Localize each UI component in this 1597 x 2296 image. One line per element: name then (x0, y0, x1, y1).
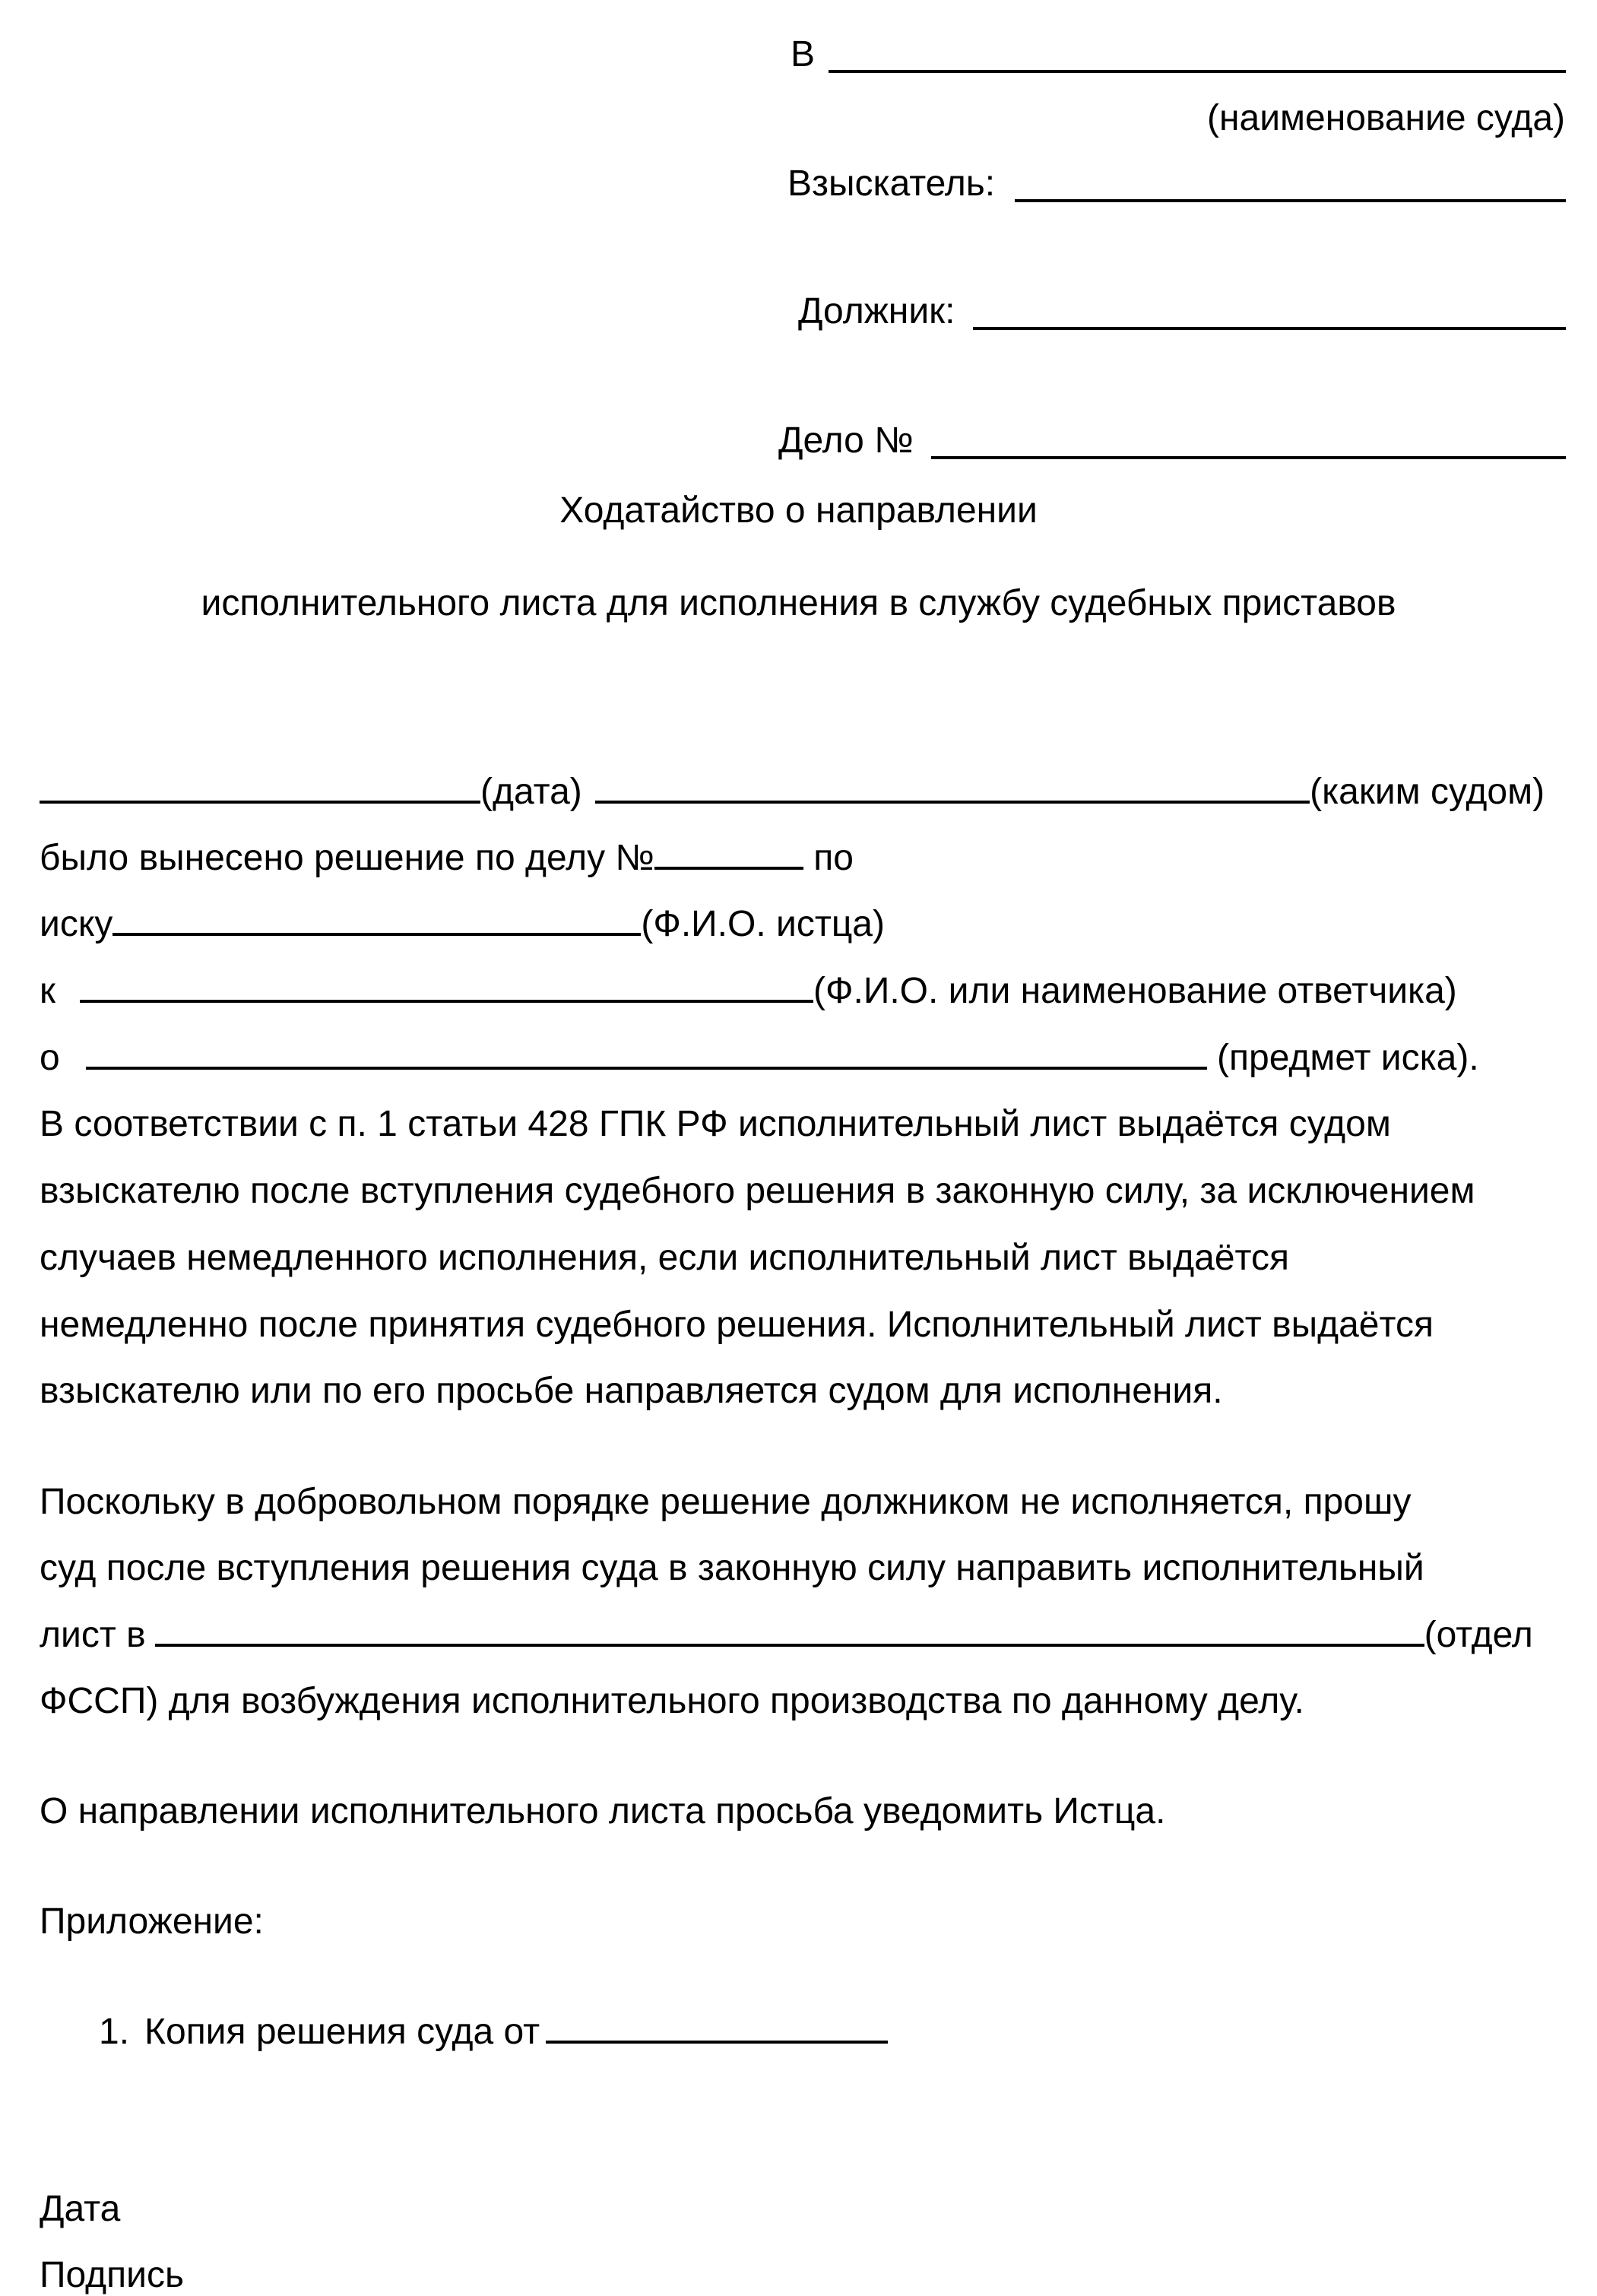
creditor-field[interactable] (1015, 199, 1566, 202)
paragraph-2-line-4: ФССП) для возбуждения исполнительного производства по данному делу. (40, 1681, 1304, 1721)
case-number-field[interactable] (931, 456, 1566, 459)
paragraph-2-line-3: лист в (отдел (40, 1615, 1533, 1655)
case-no-field[interactable] (654, 867, 803, 870)
decision-date-field[interactable] (546, 2041, 888, 2044)
paragraph-1-line-3: случаев немедленного исполнения, если исполнительный лист выдаётся (40, 1238, 1289, 1278)
date-label: Дата (40, 2189, 121, 2229)
document-title-line2: исполнительного листа для исполнения в службу судебных приставов (201, 583, 1396, 623)
body-line-date: (дата) (каким судом) (40, 774, 1545, 810)
debtor-field[interactable] (973, 327, 1566, 330)
body-line-decision: было вынесено решение по делу № по (40, 838, 854, 878)
case-number-label: Дело № (778, 420, 914, 461)
header-court-label: В (791, 34, 816, 75)
paragraph-1-line-1: В соответствии с п. 1 статьи 428 ГПК РФ исполнительный лист выдаётся судом (40, 1104, 1391, 1144)
appendix-item-1: 1. Копия решения суда от (99, 2014, 888, 2050)
paragraph-2-line-1: Поскольку в добровольном порядке решение должником не исполняется, прошу (40, 1482, 1412, 1522)
creditor-label: Взыскатель: (787, 163, 996, 204)
plaintiff-name-field[interactable] (112, 933, 641, 936)
paragraph-1-line-5: взыскателю или по его просьбе направляется судом для исполнения. (40, 1371, 1223, 1411)
body-line-defendant: к (Ф.И.О. или наименование ответчика) (40, 971, 1457, 1011)
date-field[interactable] (40, 801, 480, 804)
paragraph-1-line-2: взыскателю после вступления судебного решения в законную силу, за исключением (40, 1171, 1475, 1211)
defendant-name-field[interactable] (80, 1000, 813, 1003)
notification-text: О направлении исполнительного листа просьба уведомить Истца. (40, 1791, 1166, 1831)
appendix-heading: Приложение: (40, 1901, 264, 1942)
court-name-field[interactable] (829, 70, 1566, 73)
body-line-claim: иску (Ф.И.О. истца) (40, 904, 885, 944)
fssp-department-field[interactable] (155, 1644, 1424, 1647)
debtor-label: Должник: (798, 291, 955, 331)
court-name-caption: (наименование суда) (1207, 98, 1565, 138)
paragraph-2-line-2: суд после вступления решения суда в законную силу направить исполнительный (40, 1548, 1424, 1588)
paragraph-1-line-4: немедленно после принятия судебного решения. Исполнительный лист выдаётся (40, 1305, 1434, 1345)
court-which-field[interactable] (595, 801, 1310, 804)
body-line-subject: о (предмет иска). (40, 1038, 1479, 1078)
document-title-line1: Ходатайство о направлении (559, 490, 1038, 531)
signature-label: Подпись (40, 2255, 184, 2295)
subject-field[interactable] (86, 1067, 1207, 1070)
